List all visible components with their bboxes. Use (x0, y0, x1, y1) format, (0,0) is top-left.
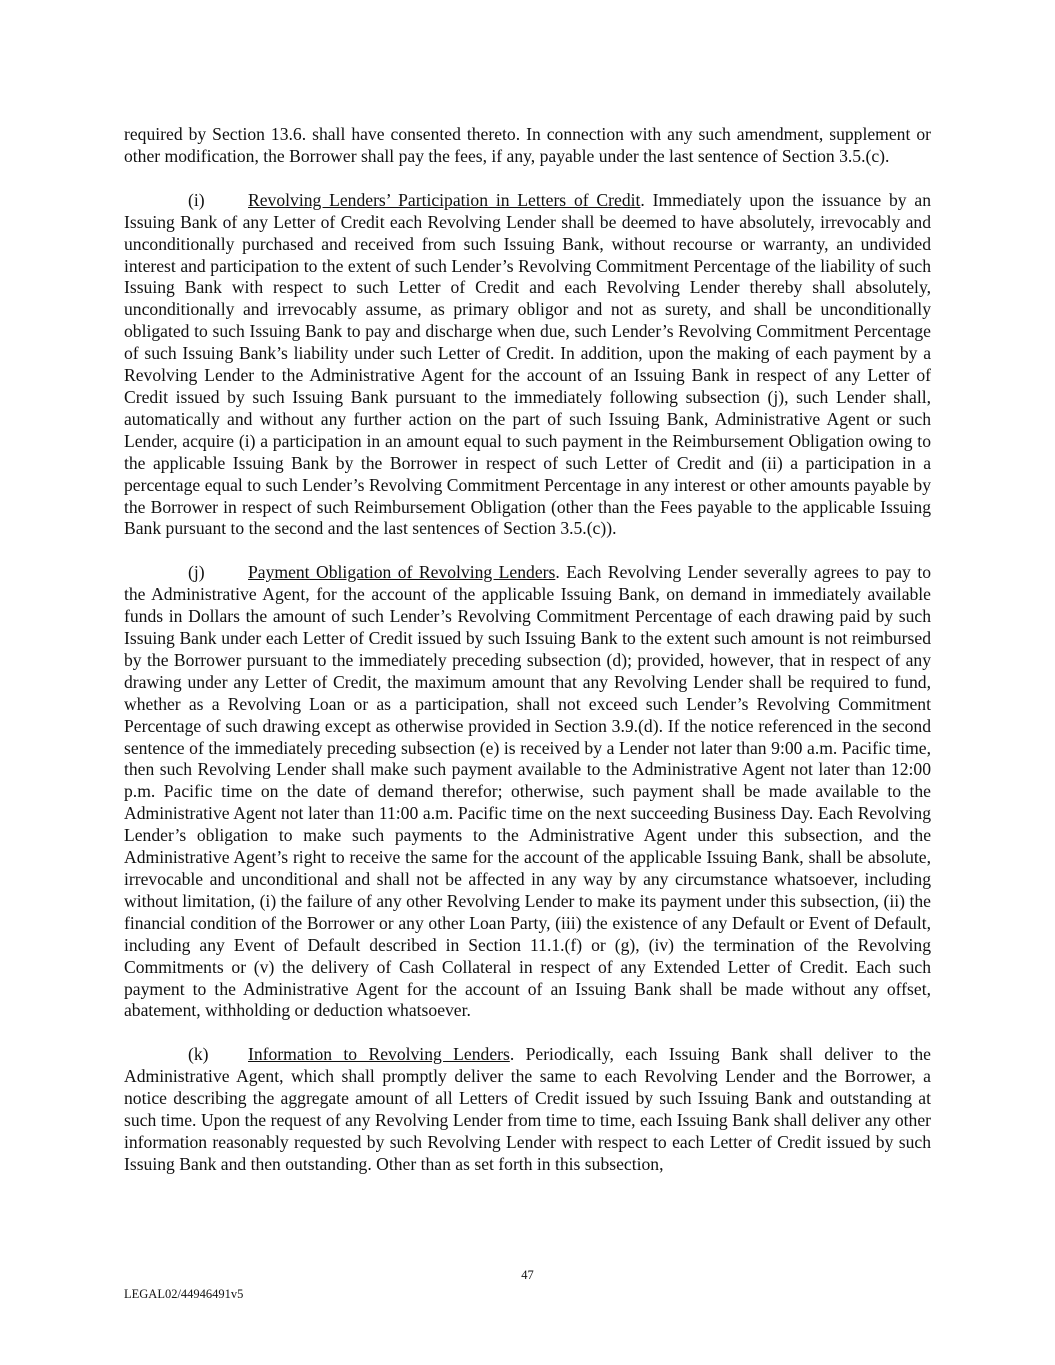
document-body (124, 124, 931, 1198)
paragraph-text: required by Section 13.6. shall have consented thereto. In connection with any such amendment, supplement or other modification, the Borrower shall pay the fees, if any, payable under the last sentence of Section 3.5.(c). (124, 124, 931, 166)
paragraph-continuation (124, 124, 931, 168)
paragraph-text: . Periodically, each Issuing Bank shall deliver to the Administrative Agent, which shall promptly deliver the same to each Revolving Lender and the Borrower, a notice describing the aggregate amount of all Letters of Credit issued by such Issuing Bank and outstanding at such time. Upon the request of any Revolving Lender from time to time, each Issuing Bank shall deliver any other information reasonably requested by such Revolving Lender with respect to each Letter of Credit issued by such Issuing Bank and then outstanding. Other than as set forth in this subsection, (124, 1044, 931, 1174)
paragraph-j (124, 562, 931, 1022)
paragraph-heading: Information to Revolving Lenders (248, 1044, 510, 1065)
page-number: 47 (521, 1268, 534, 1282)
paragraph-number: (k) (188, 1044, 209, 1065)
paragraph-heading: Payment Obligation of Revolving Lenders (248, 562, 556, 583)
paragraph-number: (j) (188, 562, 205, 583)
paragraph-heading: Revolving Lenders’ Participation in Letters of Credit (248, 189, 641, 210)
paragraph-text: . Immediately upon the issuance by an Issuing Bank of any Letter of Credit each Revolving Lender shall be deemed to have absolutely, irrevocably and unconditionally purchased and received from such Issuing Bank, without recourse or warranty, an undivided interest and participation to the extent of such Lender’s Revolving Commitment Percentage of the liability of such Issuing Bank with respect to such Letter of Credit and each Revolving Lender thereby shall absolutely, unconditionally and irrevocably assume, as primary obligor and not as surety, and shall be unconditionally obligated to such Issuing Bank to pay and discharge when due, such Lender’s Revolving Commitment Percentage of such Issuing Bank’s liability under such Letter of Credit. In addition, upon the making of each payment by a Revolving Lender to the Administrative Agent for the account of an Issuing Bank in respect of any Letter of Credit issued by such Issuing Bank pursuant to the immediately following subsection (j), such Lender shall, automatically and without any further action on the part of such Issuing Bank, Administrative Agent or such Lender, acquire (i) a participation in an amount equal to such payment in the Reimbursement Obligation owing to the applicable Issuing Bank by the Borrower in respect of such Letter of Credit and (ii) a participation in a percentage equal to such Lender’s Revolving Commitment Percentage in any interest or other amounts payable by the Borrower in respect of such Reimbursement Obligation (other than the Fees payable to the applicable Issuing Bank pursuant to the second and the last sentences of Section 3.5.(c)). (124, 189, 932, 539)
document-id: LEGAL02/44946491v5 (124, 1287, 244, 1301)
paragraph-i (124, 190, 931, 541)
paragraph-text: . Each Revolving Lender severally agrees to pay to the Administrative Agent, for the account of the applicable Issuing Bank, on demand in immediately available funds in Dollars the amount of such Lender’s Revolving Commitment Percentage of each drawing paid by such Issuing Bank under each Letter of Credit issued by such Issuing Bank to the extent such amount is not reimbursed by the Borrower pursuant to the immediately preceding subsection (d); provided, however, that in respect of any drawing under any Letter of Credit, the maximum amount that any Revolving Lender shall be required to fund, whether as a Revolving Loan or as a participation, shall not exceed such Lender’s Revolving Commitment Percentage of such drawing except as otherwise provided in Section 3.9.(d). If the notice referenced in the second sentence of the immediately preceding subsection (e) is received by a Lender not later than 9:00 a.m. Pacific time, then such Revolving Lender shall make such payment available to the Administrative Agent not later than 12:00 p.m. Pacific time on the date of demand therefor; otherwise, such payment shall be made available to the Administrative Agent not later than 11:00 a.m. Pacific time on the next succeeding Business Day. Each Revolving Lender’s obligation to make such payments to the Administrative Agent under this subsection, and the Administrative Agent’s right to receive the same for the account of the applicable Issuing Bank, shall be absolute, irrevocable and unconditional and shall not be affected in any way by any circumstance whatsoever, including without limitation, (i) the failure of any other Revolving Lender to make its payment under this subsection, (ii) the financial condition of the Borrower or any other Loan Party, (iii) the existence of any Default or Event of Default, including any Event of Default described in Section 11.1.(f) or (g), (iv) the termination of the Revolving Commitments or (v) the delivery of Cash Collateral in respect of any Extended Letter of Credit. Each such payment to the Administrative Agent for the account of an Issuing Bank shall be made without any offset, abatement, withholding or deduction whatsoever. (124, 562, 932, 1021)
paragraph-k (124, 1044, 931, 1175)
paragraph-number: (i) (188, 189, 205, 210)
